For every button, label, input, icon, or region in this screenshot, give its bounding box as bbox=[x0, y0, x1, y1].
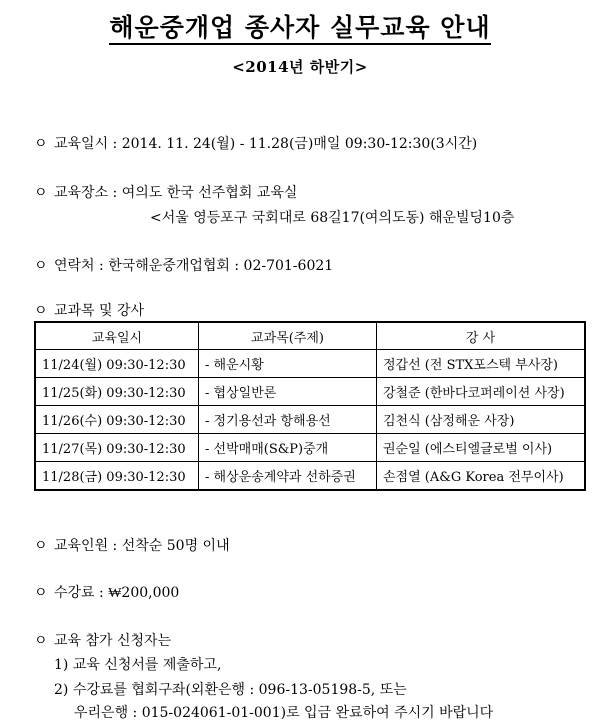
capacity-line: ㅇ 교육인원 : 선착순 50명 이내 bbox=[34, 535, 230, 555]
row-subject: - 선박매매(S&P)중개 bbox=[199, 434, 377, 462]
capacity-label: 교육인원 bbox=[54, 538, 109, 554]
row-date: 11/25(화) 09:30-12:30 bbox=[35, 378, 199, 406]
courses-label: 교과목 및 강사 bbox=[54, 303, 145, 319]
page-subtitle: <2014년 하반기> bbox=[232, 58, 368, 76]
venue-address: <서울 영등포구 국회대로 68길17(여의도동) 해운빌딩10층 bbox=[150, 210, 515, 226]
table-row bbox=[35, 350, 585, 378]
header-lecturer: 강 사 bbox=[377, 322, 586, 350]
page-title: 해운중개업 종사자 실무교육 안내 bbox=[0, 8, 600, 44]
venue-line: ㅇ 교육장소 : 여의도 한국 선주협회 교육실 bbox=[34, 182, 297, 202]
table-row bbox=[35, 434, 585, 462]
bullet-icon: ㅇ bbox=[34, 538, 48, 554]
apply-label: 교육 참가 신청자는 bbox=[54, 633, 172, 649]
fee-line: ㅇ 수강료 : ₩200,000 bbox=[34, 582, 179, 602]
bullet-icon: ㅇ bbox=[34, 585, 48, 601]
venue-value: 여의도 한국 선주협회 교육실 bbox=[121, 185, 298, 201]
row-date: 11/26(수) 09:30-12:30 bbox=[35, 406, 199, 434]
row-date: 11/27(목) 09:30-12:30 bbox=[35, 434, 199, 462]
row-lecturer: 강철준 (한바다코퍼레이션 사장) bbox=[377, 378, 586, 406]
apply-step-1: 1) 교육 신청서를 제출하고, bbox=[54, 657, 222, 673]
schedule-line: ㅇ 교육일시 : 2014. 11. 24(월) - 11.28(금)매일 09:30-12:30(3시간) bbox=[34, 133, 477, 153]
contact-line: ㅇ 연락처 : 한국해운중개업협회 : 02-701-6021 bbox=[34, 255, 333, 275]
schedule-value: 2014. 11. 24(월) - 11.28(금)매일 09:30-12:30(3시간) bbox=[121, 136, 478, 152]
venue-label: 교육장소 bbox=[54, 185, 109, 201]
bullet-icon: ㅇ bbox=[34, 258, 48, 274]
fee-label: 수강료 bbox=[54, 585, 95, 601]
row-subject: - 해운시황 bbox=[199, 350, 377, 378]
header-subject: 교과목(주제) bbox=[199, 322, 377, 350]
apply-line bbox=[34, 630, 171, 650]
row-subject: - 협상일반론 bbox=[199, 378, 377, 406]
contact-label: 연락처 bbox=[54, 258, 95, 274]
bullet-icon: ㅇ bbox=[34, 136, 48, 152]
bullet-icon: ㅇ bbox=[34, 185, 48, 201]
row-date: 11/24(월) 09:30-12:30 bbox=[35, 350, 199, 378]
contact-value: 한국해운중개업협회 : 02-701-6021 bbox=[108, 258, 334, 274]
apply-step-2-cont: 우리은행 : 015-024061-01-001)로 입금 완료하여 주시기 바랍니다 bbox=[74, 705, 494, 721]
row-lecturer: 손점열 (A&G Korea 전무이사) bbox=[377, 462, 586, 491]
table-row bbox=[35, 406, 585, 434]
bullet-icon: ㅇ bbox=[34, 303, 48, 319]
apply-step-2: 2) 수강료를 협회구좌(외환은행 : 096-13-05198-5, 또는 bbox=[54, 682, 407, 698]
header-date: 교육일시 bbox=[35, 322, 199, 350]
row-date: 11/28(금) 09:30-12:30 bbox=[35, 462, 199, 491]
row-lecturer: 김천식 (삼정해운 사장) bbox=[377, 406, 586, 434]
schedule-label: 교육일시 bbox=[54, 136, 109, 152]
table-row bbox=[35, 462, 585, 491]
table-header-row bbox=[35, 322, 585, 350]
fee-value: ₩200,000 bbox=[108, 585, 180, 601]
capacity-value: 선착순 50명 이내 bbox=[121, 538, 230, 554]
row-lecturer: 권순일 (에스티엘글로벌 이사) bbox=[377, 434, 586, 462]
course-table bbox=[34, 321, 586, 491]
bullet-icon: ㅇ bbox=[34, 633, 48, 649]
row-lecturer: 정갑선 (전 STX포스텍 부사장) bbox=[377, 350, 586, 378]
table-row bbox=[35, 378, 585, 406]
row-subject: - 정기용선과 항해용선 bbox=[199, 406, 377, 434]
courses-line bbox=[34, 300, 144, 320]
row-subject: - 해상운송계약과 선하증권 bbox=[199, 462, 377, 491]
